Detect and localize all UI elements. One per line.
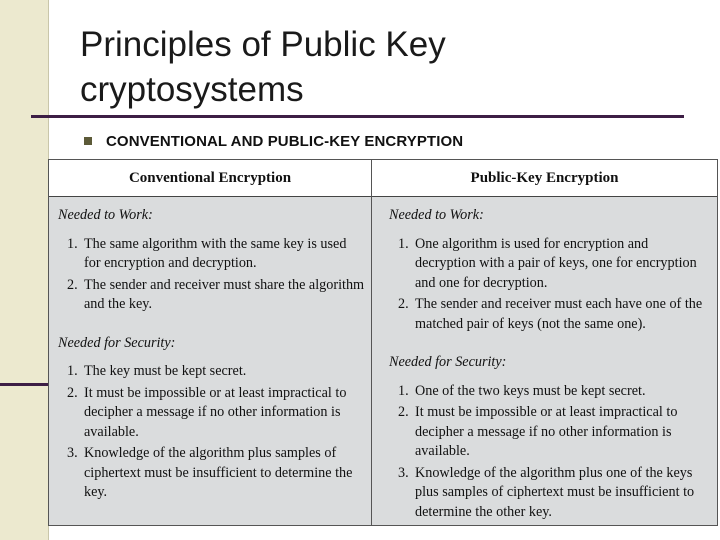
item-text: The same algorithm with the same key is used for encryption and decryption. (84, 235, 347, 271)
slide-title (80, 22, 600, 112)
list-item (389, 382, 711, 402)
item-text: Knowledge of the algorithm plus samples of ciphertext must be insufficient to determine the key. (84, 445, 353, 500)
item-text: It must be impossible or at least impractical to decipher a message if no other information is available. (84, 384, 347, 440)
bullet-text: CONVENTIONAL AND PUBLIC-KEY ENCRYPTION (106, 132, 464, 150)
list-item (58, 444, 366, 503)
item-number: 2. (398, 296, 409, 312)
item-number: 1. (67, 235, 78, 252)
item-text: The key must be kept secret. (84, 363, 247, 379)
column-divider (371, 160, 372, 525)
bullet-item (84, 131, 463, 151)
list-item (58, 276, 366, 315)
item-number: 1. (398, 382, 409, 399)
conventional-column (58, 198, 366, 505)
conventional-security-heading: Needed for Security: (58, 334, 176, 351)
public-key-security-heading: Needed for Security: (389, 354, 507, 370)
left-accent-bar (0, 383, 48, 386)
left-decorative-band (0, 0, 48, 540)
list-item (389, 403, 711, 462)
square-bullet-icon (84, 137, 92, 145)
conventional-work-heading: Needed to Work: (58, 207, 153, 223)
slide-title-line-1: Principles of Public Key (80, 25, 446, 64)
list-item (58, 384, 366, 443)
item-text: One of the two keys must be kept secret. (415, 382, 646, 399)
item-number: 1. (398, 235, 409, 252)
public-key-column (389, 198, 711, 524)
list-item (389, 235, 711, 294)
header-public-key: Public-Key Encryption (470, 170, 619, 186)
item-number: 1. (67, 363, 78, 379)
list-item (58, 235, 366, 274)
title-underline (31, 115, 684, 118)
item-text: One algorithm is used for encryption and decryption with a pair of keys, one for encryption and one for decryption. (415, 235, 697, 291)
item-number: 2. (67, 384, 78, 401)
slide-title-line-2: cryptosystems (80, 70, 304, 109)
item-number: 3. (67, 445, 78, 461)
item-text: It must be impossible or at least impractical to decipher a message if no other information is available. (415, 404, 678, 459)
item-number: 2. (398, 404, 409, 420)
item-text: The sender and receiver must share the algorithm and the key. (84, 276, 365, 312)
list-item (389, 464, 711, 523)
table-header-row (49, 160, 717, 197)
item-number: 2. (67, 276, 78, 293)
list-item (389, 295, 711, 334)
item-text: The sender and receiver must each have one of the matched pair of keys (not the same one). (415, 296, 703, 332)
item-number: 3. (398, 464, 409, 481)
public-key-work-heading: Needed to Work: (389, 207, 484, 223)
list-item (58, 362, 366, 382)
header-conventional: Conventional Encryption (128, 170, 292, 186)
comparison-table (48, 159, 718, 526)
item-text: Knowledge of the algorithm plus one of the keys plus samples of ciphertext must be insufficient to determine the other key. (415, 464, 695, 520)
